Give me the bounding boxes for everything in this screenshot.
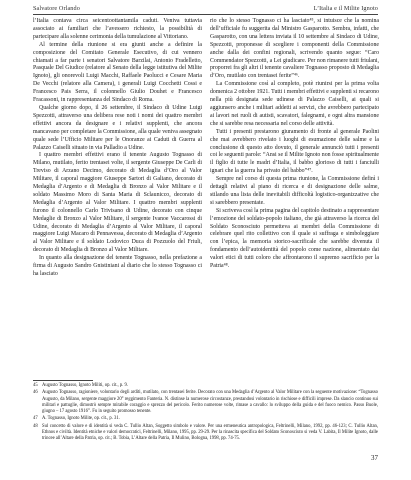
- paragraph: Sempre nel corso di questa prima riunione, la Commissione definì i dettagli relativi al piano di ricerca e di designazione delle salme, stilando una lista delle inevitabili difficoltà logistico-organizzative che si sarebbero presentate.: [210, 176, 379, 206]
- footnote-number: 45: [33, 383, 38, 388]
- paragraph: Si scriveva così la prima pagina del capitolo destinato a rappresentare l’emozione del soldato-popolo italiano, che già attraverso la ricerca del Soldato Sconosciuto permetteva ai membri della Commissione di celebrare quel rito collettivo con il quale si suffraga e simboleggiare con l’epica, la memoria storico-sacrificale che sarebbe divenuta il fondamento dell’autoidentità del popolo come nazione, alimentato dai valori etici di tutti coloro che affrontarono il supremo sacrificio per la Patria⁴⁸.: [210, 207, 379, 270]
- paragraph: Al termine della riunione si era giunti anche a definire la composizione del Comitato Generale Esecutivo, di cui vennero chiamati a far parte i senatori Salvatore Barzilai, Antonio Fradelletto, Pasquale Del Giudice (relatore al Senato della legge istitutiva del Milite Ignoto), gli onorevoli Luigi Macchi, Raffaele Paolucci e Cesare Maria De Vecchi (relatore alla Camera), i generali Luigi Cocchetti Cossi e Francesco Pais Serra, il colonnello Giulio Douhet e Francesco Fracassoni, in rappresentanza del Sindaco di Roma.: [33, 41, 202, 104]
- paragraph: rio che lo stesso Tognasso ci ha lasciato⁴⁵, si intuisce che la nomina dell’ufficiale fu suggerita dal Ministro Gasparotto. Sembra, infatti, che Gasparotto, con una lettera inviata il 10 settembre al Sindaco di Udine, Spezzotti, proponesse di scegliere i componenti della Commissione anche dalla dei confini regionali, scrivendo quanto segue: “Caro Commendator Spezzotti, a Lei giudicare. Per non rimanere tutti friulani, proporrei fra gli altri il tenente cavaliere Tognasso proposto di Medaglia d’Oro, mutilato con trentasei ferite”⁴⁶.: [210, 18, 379, 80]
- footnote-text: Augusto Tognasso, Ignoto Militi, op. cit., p. 9.: [42, 383, 128, 388]
- footnote: [33, 416, 378, 422]
- header-title: L’Italia e il Milite Ignoto: [313, 5, 378, 12]
- paragraph: La Commissione così al completo, potè riunirsi per la prima volta domenica 2 ottobre 1921. Tutti i membri effettivi e supplenti si recarono nella più designata sede udinese di Palazzo Caiselli, ai quali si aggiunsero anche i militari addetti ai servizi, che avrebbero partecipato ai lavori nei ruoli di autisti, scavatori, falegnami, e ogni altra mansione che si sarebbe resa necessaria nel corso delle attività.: [210, 81, 380, 127]
- footnote: [33, 383, 378, 389]
- paragraph: Tutti i presenti prestarono giuramento di fronte al generale Paolini che mai avrebbero rivelato i luoghi di esumazione delle salme e la conclusione di questo atto dovuto, il generale annunciò tutti i presenti coi le seguenti parole: “Ansi se il Milite Ignoto non fosse spiritualmente il figlio di tutte le madri d’Italia, il babbo glorioso di tutti i fanciulli ignari che la guerra ha privato del babbo”⁴⁷.: [210, 128, 379, 175]
- footnote-rule: [33, 380, 93, 381]
- footnote-text: Sul concetto di valore e di identità si veda C. Tullio Altan, Soggetto simbolo e valore. Per una ermeneutica antropologica, Feltrinelli, Milano, 1992, pp. 46-123; C. Tullio Altan, Ethnos e civiltà. Identità etniche e valori democratici, Feltrinelli, Milano, 1995, pp. 29-29. Per la rinascita specifica del Soldato Sconosciuto si veda V. Labita, Il Milite Ignoto, dalle trincee all’Altare della Patria, op. cit.; B. Tobia, L’Altare della Patria, Il Mulino, Bologna, 1998, pp. 74-75.: [42, 423, 378, 442]
- footnote-number: 48: [33, 423, 38, 429]
- footnote: [33, 390, 378, 415]
- header-rule: [33, 14, 378, 15]
- paragraph: In quanto alla designazione del tenente Tognasso, nella prefazione a firma di Augusto Sandro Gnistiniani al diario che lo stesso Tognasso ci ha lasciato: [33, 255, 202, 277]
- footnote-text: A. Tognasso, Ignoto Milite, op. cit., p. 31.: [42, 416, 120, 422]
- footnotes: [33, 383, 378, 444]
- paragraph: l’Italia contava circa seicentoottantamila caduti. Veniva tuttavia associato ai familiari che l’avessero richiesto, la possibilità di partecipare alla solenne cerimonia della tumulazione al Vittoriano.: [33, 18, 202, 40]
- page-number: 37: [371, 454, 378, 462]
- footnote-number: 47: [33, 416, 38, 422]
- paragraph: I quattro membri effettivi erano il tenente Augusto Tognasso di Milano, mutilato, ferito trentasei volte, il sergente Giuseppe De Carli di Treviso di Arzano Decimo, decorato di Medaglia d’Oro al Valor Militare, il caporal maggiore Giuseppe Sartori di Galiano, decorato di Medaglia d’Argento e di Medaglia di Bronzo al Valor Militare e il soldato Massimo Moro di Santa Maria di Sclaunicco, decorato di Medaglia d’Argento al Valor Militare. I quattro membri supplenti furono il colonnello Carlo Trivisano di Udine, decorato con cinque Medaglie di Bronzo al Valor Militare, il sergente Ivanoe Vaccarossi di Udine, decorato di Medaglia d’Argento al Valor Militare, il caporal maggiore Luigi Macaro di Pennavessa, decorato di Medaglia d’Argento al Valor Militare e il soldato Lodovico Duca di Pozzuolo del Friuli, decorato di Medaglia di Bronzo al Valor Militare.: [33, 152, 202, 254]
- footnote-number: 46: [33, 390, 38, 396]
- header-author: Salvatore Orlando: [33, 5, 80, 12]
- footnote-text: Augusto Tognasso, ragioniere, volontario degli arditi, mutilato, con trentasei ferite. Decorato con una Medaglia d’Argento al Valor Militare con la seguente motivazione: “Tognasso Augusto, da Milano, sergente maggiore 20° reggimento Fanteria. N. distinse la numerose circostanze, prestandosi volontario in rischiose e difficili imprese. Da slancio continuo sui militari e pattuglie, dimostrò sempre mirabile coraggio e sprezzo del pericolo. Ferito numerose volte, rimase a cavallo: lo sviluppo della guida e del fuoco nemico. Passo Buole, giugno – 17 agosto 1916”. Fu in seguito promosso tenente.: [42, 390, 378, 415]
- running-header: [33, 5, 378, 12]
- right-column: [210, 18, 379, 271]
- paragraph: Qualche giorno dopo, il 26 settembre, il Sindaco di Udine Luigi Spezzotti, attraverso una delibera rese noti i nomi dei quattro membri effettivi ancora da designare e i relativi supplenti, che ancora mancavano per completare la Commissione, alla quale veniva assegnato quale sede l’Ufficio Militare per le Onoranze ai Caduti di Guerra al Palazzo Caiselli situato in via Palladio a Udine.: [33, 104, 202, 151]
- left-column: [33, 18, 202, 279]
- footnote: [33, 424, 378, 443]
